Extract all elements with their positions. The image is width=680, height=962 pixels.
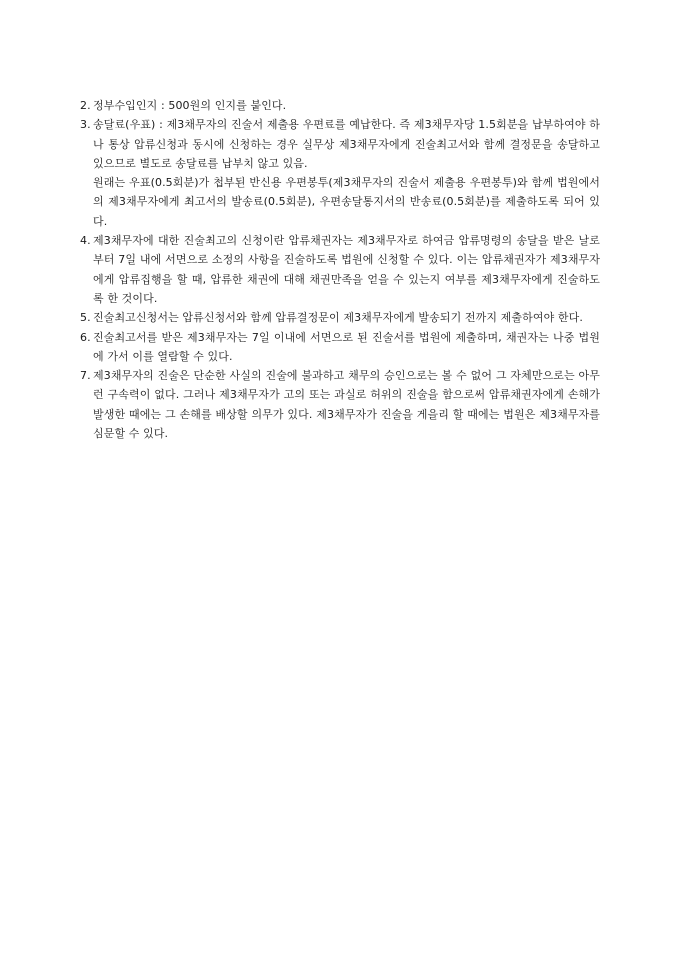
note-text	[93, 308, 600, 327]
note-number: 4.	[80, 234, 91, 248]
note-item-4	[80, 231, 600, 308]
note-item-7	[80, 366, 600, 443]
note-number: 2.	[80, 99, 91, 112]
note-paragraph: 원래는 우표(0.5회분)가 첩부된 반신용 우편봉투(제3채무자의 진술서 제출용 우편봉투)와 함께 법원에서의 제3채무자에게 최고서의 발송료(0.5회분), 우편송달통지서의 반송료(0.5회분)를 제출하도록 되어 있다.	[93, 176, 600, 228]
note-text	[93, 231, 600, 308]
note-item-5	[80, 308, 600, 327]
note-number: 5.	[80, 311, 91, 325]
note-paragraph: 제3채무자의 진술은 단순한 사실의 진술에 불과하고 채무의 승인으로는 볼 수 없어 그 자체만으로는 아무런 구속력이 없다. 그러나 제3채무자가 고의 또는 과실로 허위의 진술을 함으로써 압류채권자에게 손해가 발생한 때에는 그 손해를 배상할 의무가 있다. 제3채무자가 진술을 게을리 할 때에는 법원은 제3채무자를 심문할 수 있다.	[93, 369, 600, 441]
note-item-2	[80, 96, 600, 115]
note-text	[93, 328, 600, 367]
note-number: 6.	[80, 330, 91, 344]
note-number: 7.	[80, 369, 91, 383]
note-paragraph: 정부수입인지 : 500원의 인지를 붙인다.	[93, 99, 287, 112]
note-text	[93, 366, 600, 443]
note-paragraph: 제3채무자에 대한 진술최고의 신청이란 압류채권자는 제3채무자로 하여금 압류명령의 송달을 받은 날로부터 7일 내에 서면으로 소정의 사항을 진술하도록 법원에 신청할 수 있다. 이는 압류채권자가 제3채무자에게 압류집행을 할 때, 압류한 채권에 대해 채권만족을 얻을 수 있는지 여부를 제3채무자에게 진술하도록 한 것이다.	[93, 234, 600, 305]
note-text	[93, 96, 600, 115]
note-text	[93, 115, 600, 231]
notes-list	[80, 96, 600, 443]
note-paragraph: 송달료(우표) : 제3채무자의 진술서 제출용 우편료를 예납한다. 즉 제3채무자당 1.5회분을 납부하여야 하나 통상 압류신청과 동시에 신청하는 경우 실무상 제3채무자에게 진술최고서와 함께 결정문을 송달하고 있으므로 별도로 송달료를 납부치 않고 있음.	[93, 118, 600, 170]
note-item-3	[80, 115, 600, 231]
note-number: 3.	[80, 118, 91, 132]
note-paragraph: 진술최고서를 받은 제3채무자는 7일 이내에 서면으로 된 진술서를 법원에 제출하며, 채권자는 나중 법원에 가서 이를 열람할 수 있다.	[93, 330, 600, 363]
note-item-6	[80, 328, 600, 367]
note-paragraph: 진술최고신청서는 압류신청서와 함께 압류결정문이 제3채무자에게 발송되기 전까지 제출하여야 한다.	[93, 311, 583, 325]
